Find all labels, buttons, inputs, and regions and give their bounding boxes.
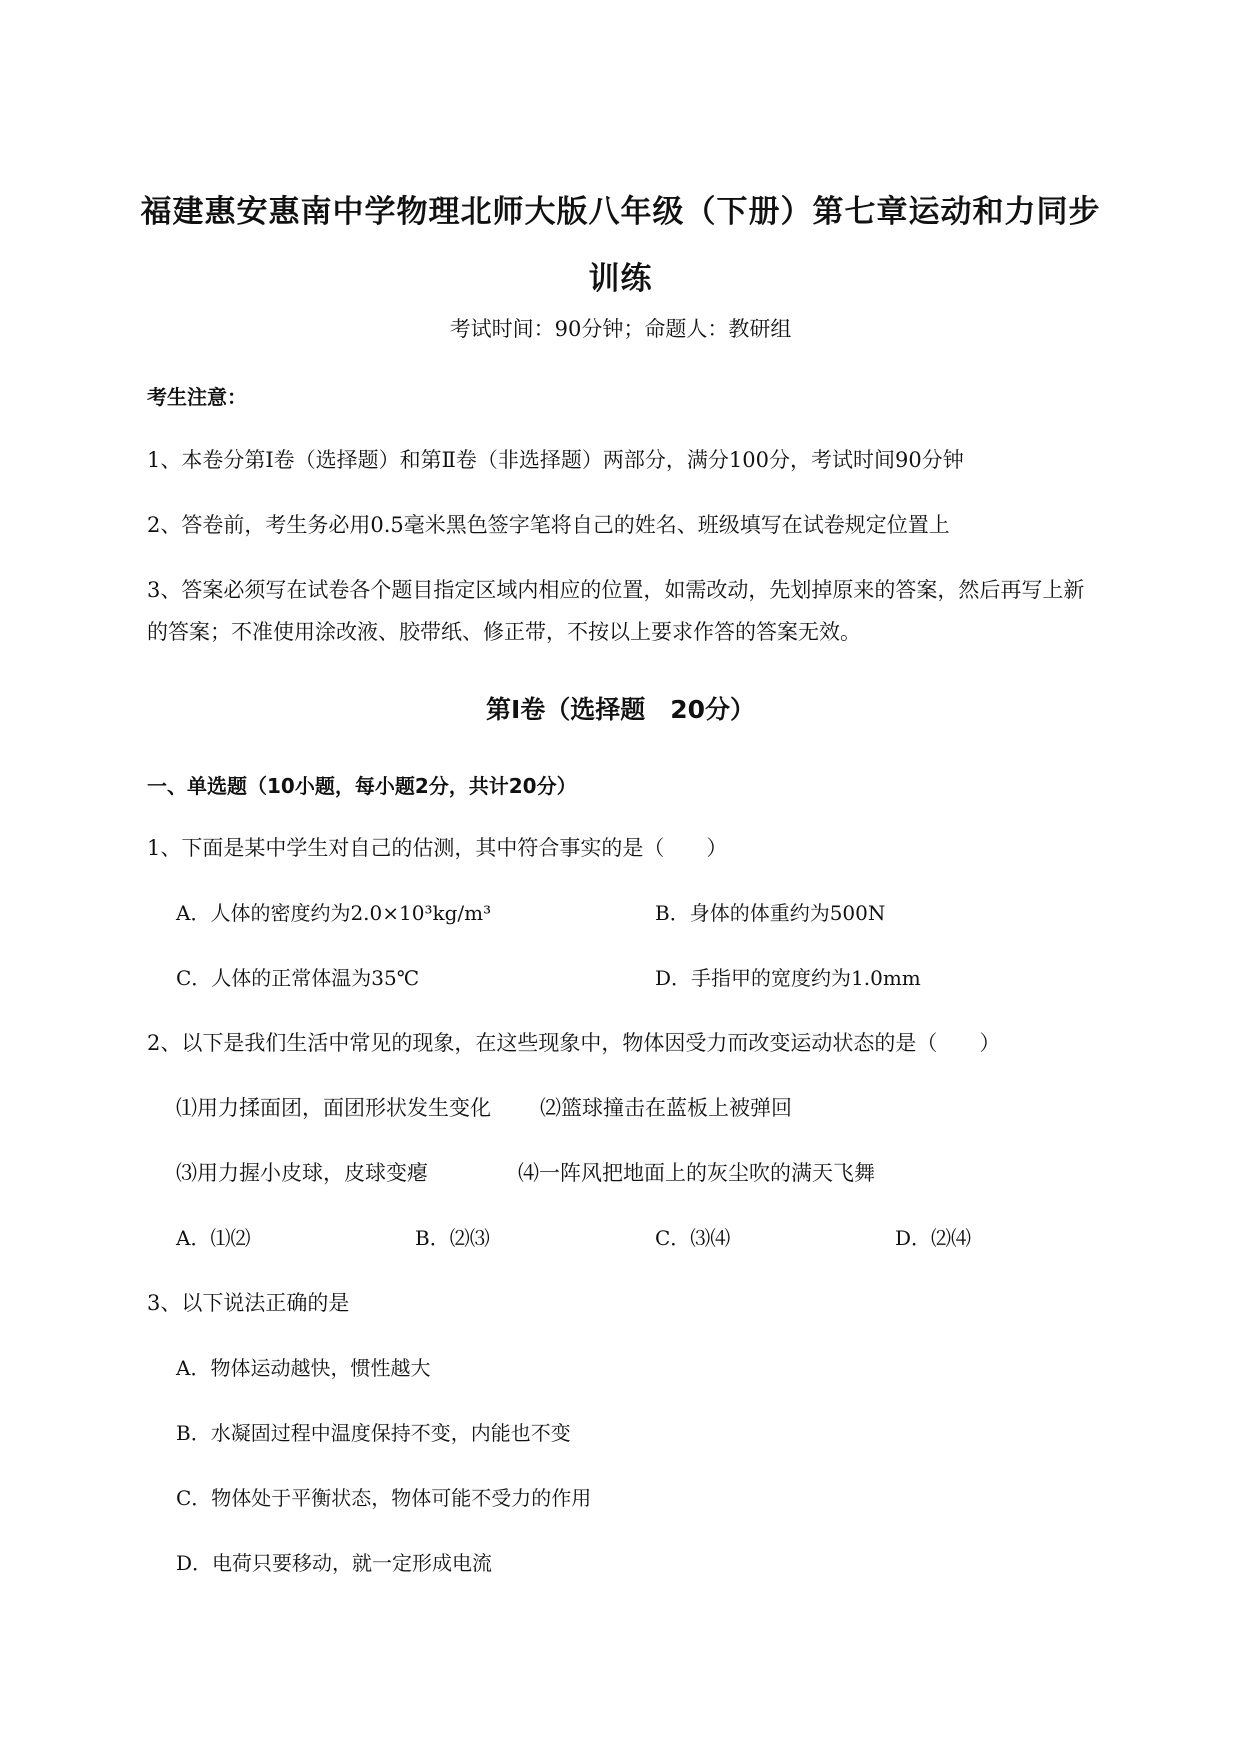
question-1-option-a: A．人体的密度约为2.0×10³kg/m³ [176,901,492,925]
exam-title-line1: 福建惠安惠南中学物理北师大版八年级（下册）第七章运动和力同步 [140,194,1101,230]
notice-item-1: 1、本卷分第Ⅰ卷（选择题）和第Ⅱ卷（非选择题）两部分，满分100分，考试时间90分钟 [147,448,964,472]
question-2-stem: 2、以下是我们生活中常见的现象，在这些现象中，物体因受力而改变运动状态的是（ ） [147,1031,1001,1055]
question-2-option-c: C．⑶⑷ [655,1226,731,1250]
question-2-item-1: ⑴用力揉面团，面团形状发生变化 [176,1096,491,1120]
question-2-item-3: ⑶用力握小皮球，皮球变瘪 [176,1161,428,1185]
exam-meta: 考试时间：90分钟；命题人：教研组 [449,317,792,341]
question-3-option-a: A．物体运动越快，惯性越大 [176,1356,431,1380]
notice-item-3-line1: 3、答案必须写在试卷各个题目指定区域内相应的位置，如需改动，先划掉原来的答案，然后再写上新 [147,578,1085,602]
notice-heading: 考生注意： [147,385,247,409]
question-2-item-2: ⑵篮球撞击在蓝板上被弹回 [540,1096,792,1120]
part-heading: 一、单选题（10小题，每小题2分，共计20分） [147,774,577,798]
question-2-item-4: ⑷一阵风把地面上的灰尘吹的满天飞舞 [518,1161,875,1185]
question-3-option-c: C．物体处于平衡状态，物体可能不受力的作用 [176,1486,592,1510]
question-3-stem: 3、以下说法正确的是 [147,1291,350,1315]
exam-title-line2: 训练 [588,261,653,297]
notice-item-3-line2: 的答案；不准使用涂改液、胶带纸、修正带，不按以上要求作答的答案无效。 [147,620,861,644]
question-3-option-b: B．水凝固过程中温度保持不变，内能也不变 [176,1421,571,1445]
question-1-option-b: B．身体的体重约为500N [655,901,886,925]
question-2-option-d: D．⑵⑷ [895,1226,972,1250]
section-title: 第Ⅰ卷（选择题 20分） [485,695,756,724]
question-3-option-d: D．电荷只要移动，就一定形成电流 [176,1551,493,1575]
notice-item-2: 2、答卷前，考生务必用0.5毫米黑色签字笔将自己的姓名、班级填写在试卷规定位置上 [147,513,950,537]
question-2-option-b: B．⑵⑶ [415,1226,490,1250]
question-2-option-a: A．⑴⑵ [176,1226,251,1250]
question-1-option-c: C．人体的正常体温为35℃ [176,966,420,990]
question-1-option-d: D．手指甲的宽度约为1.0mm [655,966,921,990]
question-1-stem: 1、下面是某中学生对自己的估测，其中符合事实的是（ ） [147,836,728,860]
